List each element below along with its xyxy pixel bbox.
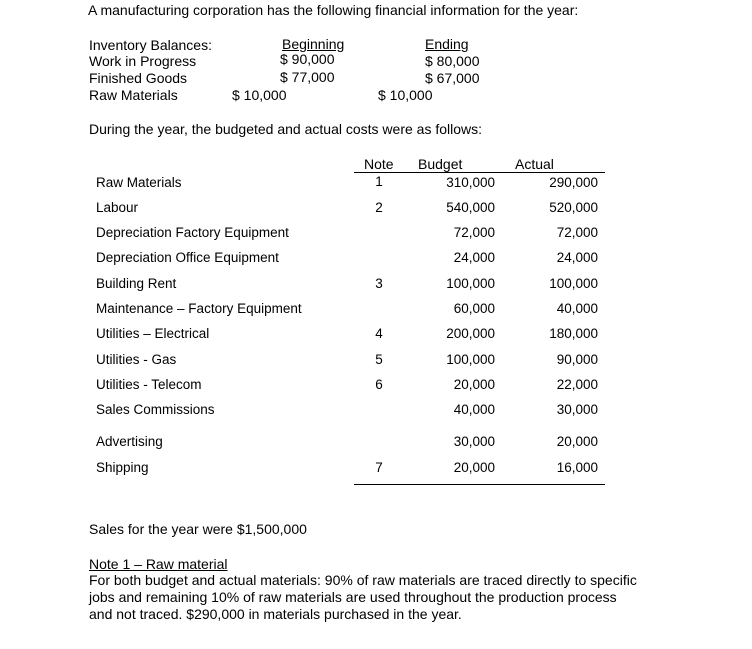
intro-text: A manufacturing corporation has the following financial information for the year: [88,2,579,18]
inventory-ending-fg: $ 67,000 [425,70,480,86]
cost-budget: 310,000 [446,175,495,190]
footer-rule [354,484,605,485]
cost-budget: 200,000 [446,326,495,341]
cost-budget: 20,000 [453,460,495,475]
cost-budget: 30,000 [453,434,495,449]
actual-header: Actual [515,156,554,172]
cost-actual: 72,000 [556,225,598,240]
cost-label: Depreciation Office Equipment [96,250,279,265]
cost-label: Utilities – Electrical [96,326,210,341]
cost-actual: 40,000 [556,301,598,316]
cost-budget: 20,000 [453,377,495,392]
costs-intro: During the year, the budgeted and actual costs were as follows: [89,121,483,137]
header-rule [354,172,605,173]
note1-title: Note 1 – Raw material [89,556,228,572]
cost-note: 5 [375,352,383,367]
cost-actual: 100,000 [549,276,598,291]
cost-actual: 30,000 [556,402,598,417]
cost-label: Utilities - Gas [96,352,177,367]
cost-actual: 16,000 [556,460,598,475]
budget-header: Budget [418,156,463,172]
cost-actual: 90,000 [556,352,598,367]
cost-note: 1 [375,174,383,189]
cost-actual: 24,000 [556,250,598,265]
cost-budget: 100,000 [446,352,495,367]
cost-label: Raw Materials [96,175,182,190]
note1-line: and not traced. $290,000 in materials purchased in the year. [89,606,462,622]
cost-budget: 24,000 [453,250,495,265]
cost-budget: 540,000 [446,200,495,215]
inventory-beginning-rm: $ 10,000 [232,87,287,103]
cost-label: Labour [96,200,139,215]
inventory-ending-wip: $ 80,000 [425,53,480,69]
cost-note: 4 [375,326,383,341]
cost-actual: 520,000 [549,200,598,215]
note1-line: For both budget and actual materials: 90% of raw materials are traced directly to specific [89,572,637,588]
ending-header: Ending [425,36,469,52]
note1-line: jobs and remaining 10% of raw materials are used throughout the production process [89,589,617,605]
cost-actual: 290,000 [549,175,598,190]
beginning-header: Beginning [282,36,345,52]
cost-label: Building Rent [96,276,177,291]
cost-note: 6 [375,377,383,392]
inventory-label-fg: Finished Goods [89,70,188,86]
note-header: Note [364,156,394,172]
cost-label: Utilities - Telecom [96,377,202,392]
sales-text: Sales for the year were $1,500,000 [89,521,307,537]
cost-actual: 20,000 [556,434,598,449]
cost-label: Maintenance – Factory Equipment [96,301,302,316]
cost-budget: 100,000 [446,276,495,291]
cost-actual: 22,000 [556,377,598,392]
cost-note: 2 [375,200,383,215]
cost-budget: 72,000 [453,225,495,240]
cost-note: 3 [375,276,383,291]
inventory-ending-rm: $ 10,000 [378,87,433,103]
inventory-beginning-fg: $ 77,000 [280,69,335,85]
cost-budget: 60,000 [453,301,495,316]
cost-actual: 180,000 [549,326,598,341]
cost-note: 7 [375,460,383,475]
cost-label: Shipping [96,460,149,475]
inventory-beginning-wip: $ 90,000 [280,51,335,67]
cost-label: Depreciation Factory Equipment [96,225,289,240]
cost-label: Sales Commissions [96,402,215,417]
inventory-heading: Inventory Balances: [89,37,212,53]
inventory-label-rm: Raw Materials [89,87,178,103]
cost-label: Advertising [96,434,163,449]
inventory-label-wip: Work in Progress [89,53,197,69]
cost-budget: 40,000 [453,402,495,417]
